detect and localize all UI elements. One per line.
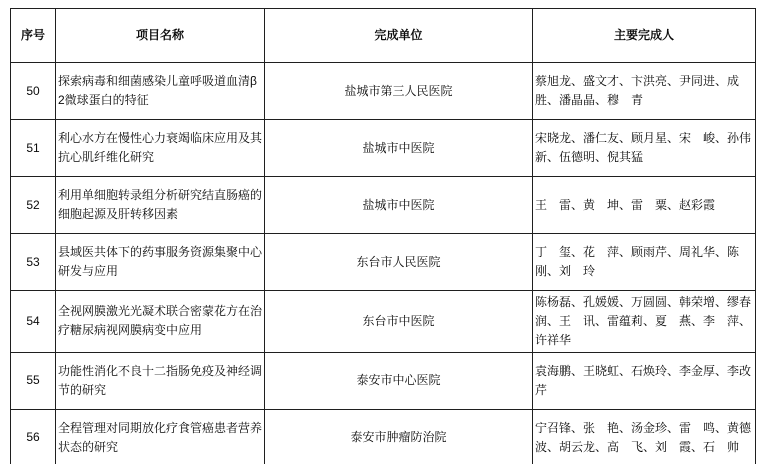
cell-project-name: 全视网膜激光光凝术联合密蒙花方在治疗糖尿病视网膜病变中应用 [56,291,265,353]
cell-serial-number: 53 [11,234,56,291]
table-row [11,352,756,409]
cell-serial-number: 51 [11,120,56,177]
table-row [11,234,756,291]
cell-main-contributors: 袁海鹏、王晓虹、石焕玲、李金厚、李改芹 [533,352,756,409]
table-row [11,291,756,353]
cell-serial-number: 52 [11,177,56,234]
header-row [11,9,756,63]
cell-serial-number: 55 [11,352,56,409]
cell-main-contributors: 陈杨磊、孔媛媛、万圆圆、韩荣增、缪春润、王 讯、雷蕴莉、夏 燕、李 萍、许祥华 [533,291,756,353]
cell-serial-number: 50 [11,63,56,120]
cell-main-contributors: 王 雷、黄 坤、雷 粟、赵彩霞 [533,177,756,234]
table-row [11,120,756,177]
table-row [11,63,756,120]
header-project-name: 项目名称 [56,9,265,63]
cell-project-name: 全程管理对同期放化疗食管癌患者营养状态的研究 [56,409,265,464]
cell-completing-unit: 盐城市第三人民医院 [265,63,533,120]
cell-completing-unit: 泰安市肿瘤防治院 [265,409,533,464]
cell-project-name: 利心水方在慢性心力衰竭临床应用及其抗心肌纤维化研究 [56,120,265,177]
cell-completing-unit: 东台市中医院 [265,291,533,353]
header-main-contributors: 主要完成人 [533,9,756,63]
cell-main-contributors: 宁召锋、张 艳、汤金珍、雷 鸣、黄德波、胡云龙、高 飞、刘 霞、石 帅 [533,409,756,464]
cell-project-name: 利用单细胞转录组分析研究结直肠癌的细胞起源及肝转移因素 [56,177,265,234]
table-row [11,409,756,464]
cell-project-name: 县域医共体下的药事服务资源集聚中心研发与应用 [56,234,265,291]
cell-main-contributors: 宋晓龙、潘仁友、顾月星、宋 峻、孙伟新、伍德明、倪其猛 [533,120,756,177]
header-serial-number: 序号 [11,9,56,63]
header-completing-unit: 完成单位 [265,9,533,63]
cell-completing-unit: 盐城市中医院 [265,120,533,177]
cell-completing-unit: 东台市人民医院 [265,234,533,291]
awards-table [10,8,756,464]
cell-serial-number: 56 [11,409,56,464]
cell-project-name: 功能性消化不良十二指肠免疫及神经调节的研究 [56,352,265,409]
cell-serial-number: 54 [11,291,56,353]
cell-main-contributors: 丁 玺、花 萍、顾雨芹、周礼华、陈 刚、刘 玲 [533,234,756,291]
cell-main-contributors: 蔡旭龙、盛文才、卞洪亮、尹同进、成 胜、潘晶晶、穆 青 [533,63,756,120]
cell-completing-unit: 盐城市中医院 [265,177,533,234]
cell-project-name: 探索病毒和细菌感染儿童呼吸道血清β2微球蛋白的特征 [56,63,265,120]
cell-completing-unit: 泰安市中心医院 [265,352,533,409]
table-row [11,177,756,234]
